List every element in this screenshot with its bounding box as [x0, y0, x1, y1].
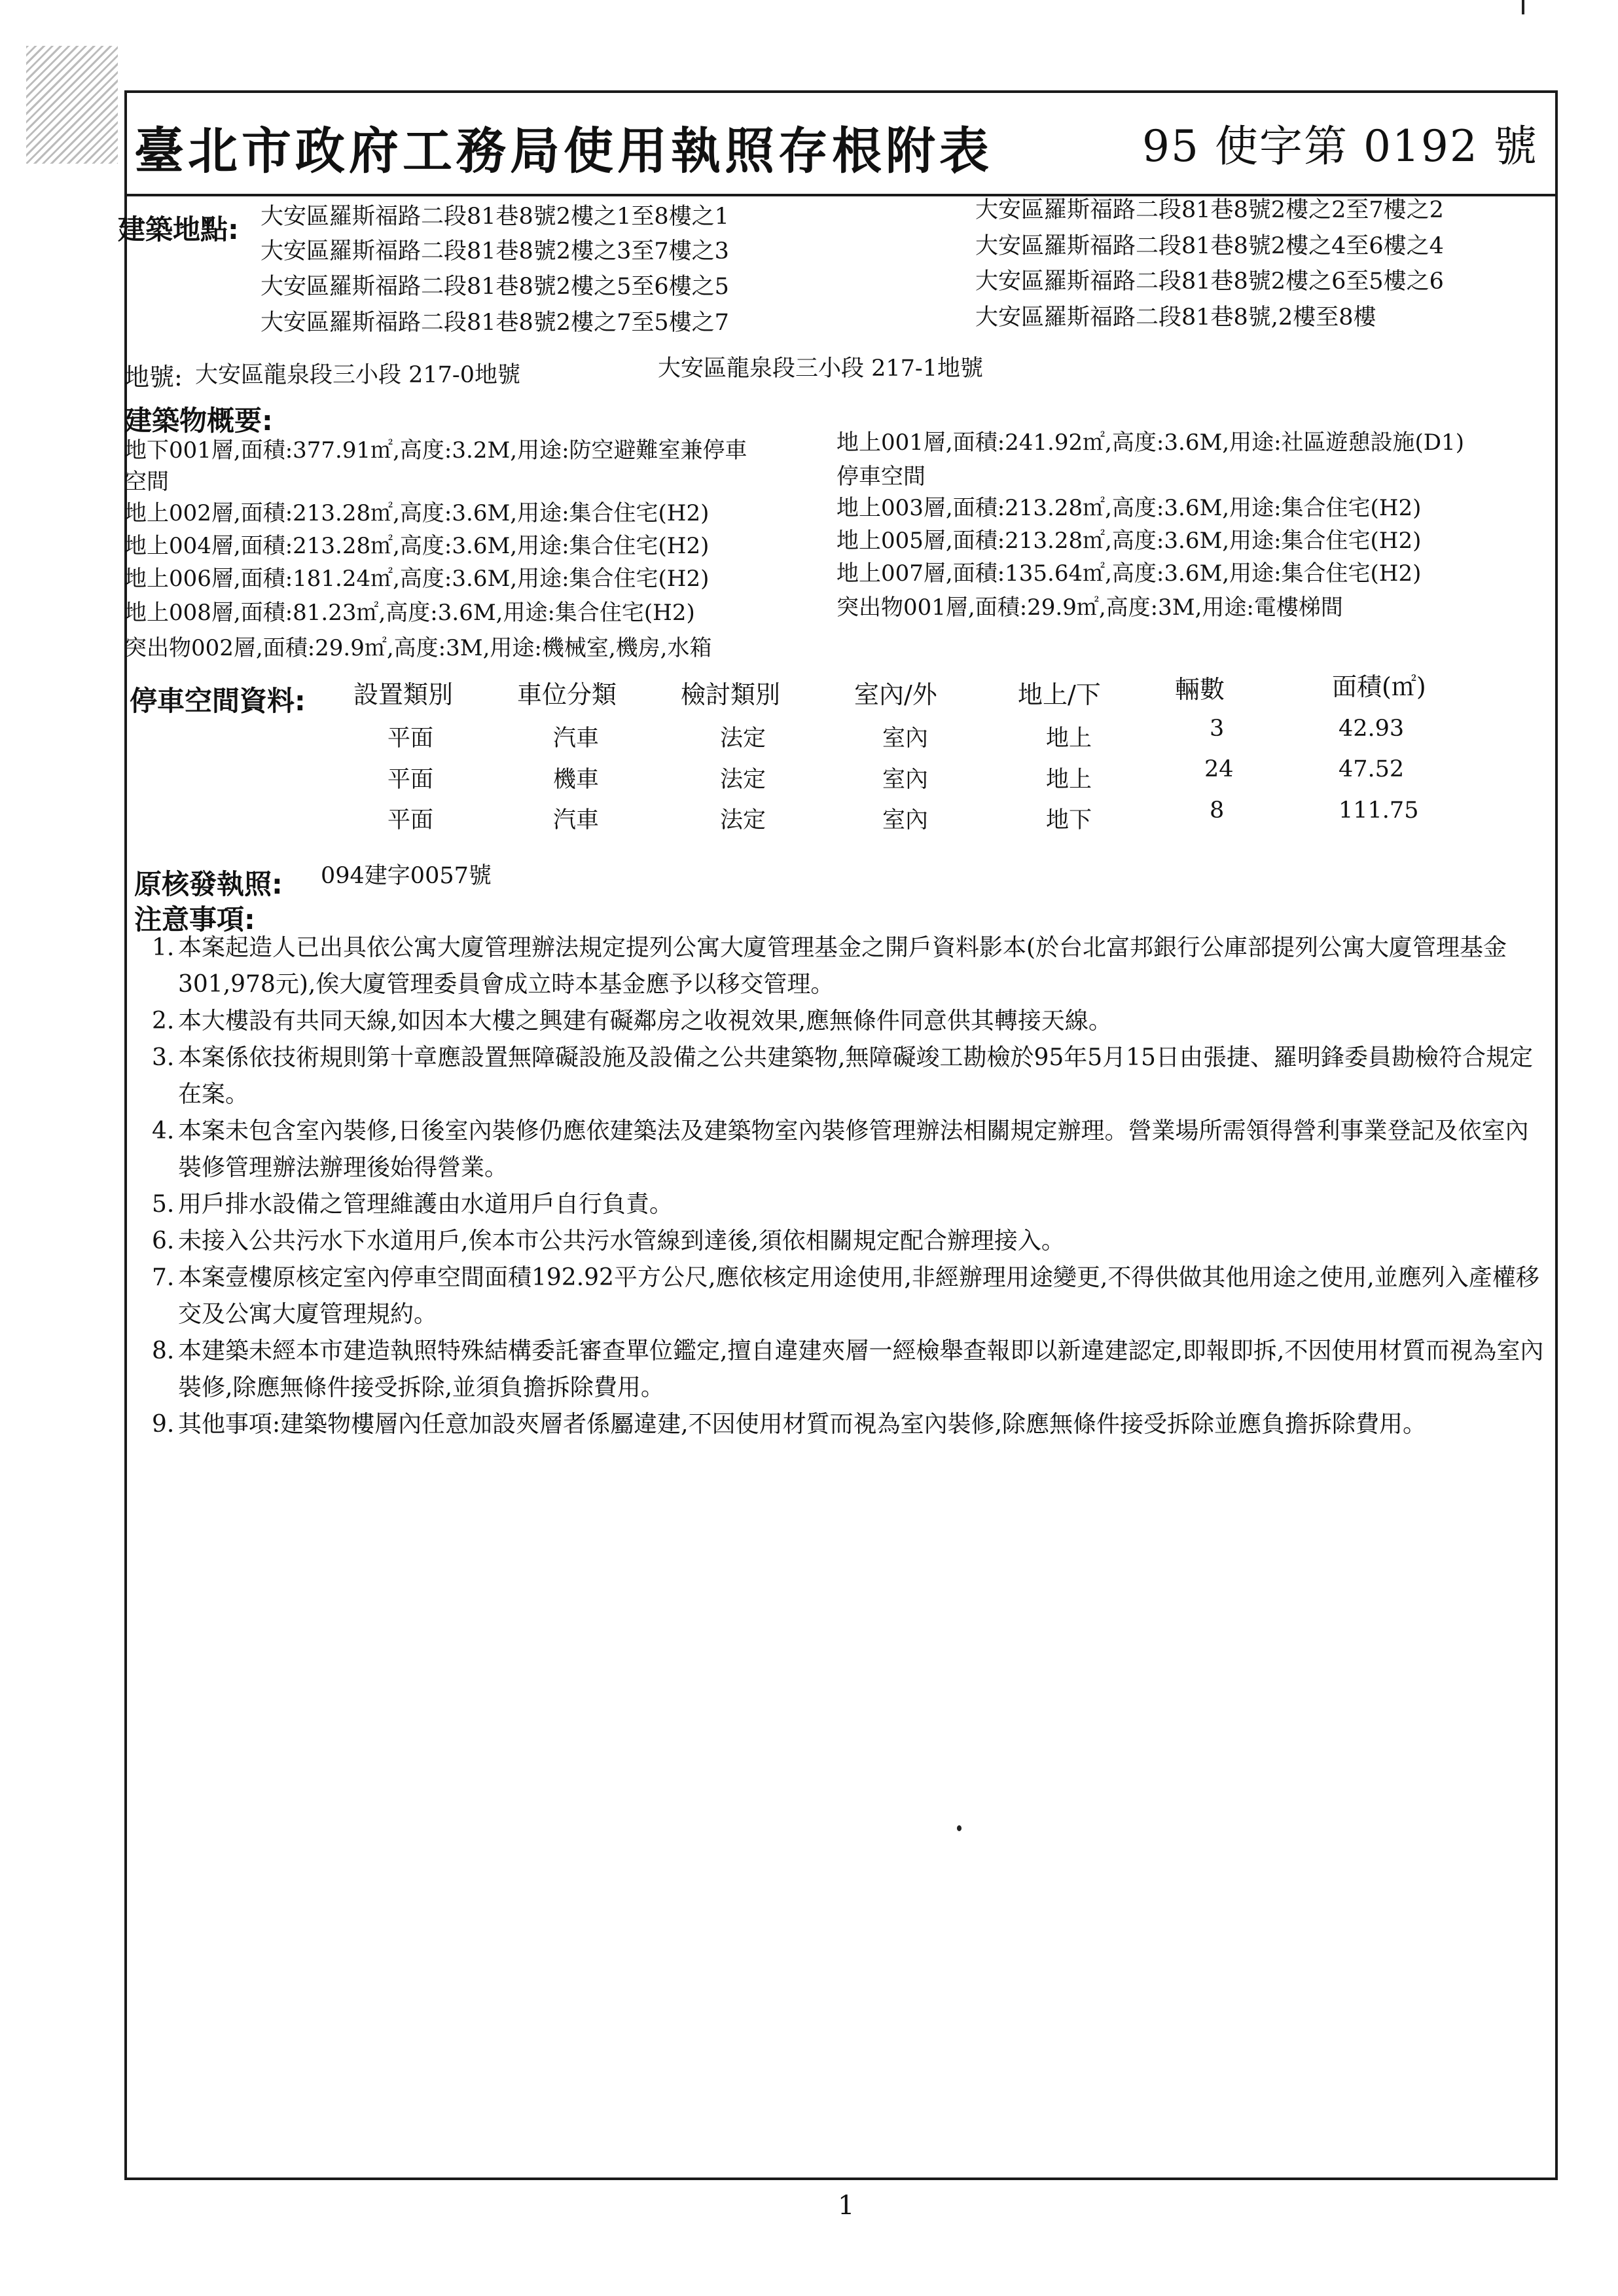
parking-row-3-indoor: 室內 [882, 807, 929, 833]
overview-right-5: 地上007層,面積:135.64㎡,高度:3.6M,用途:集合住宅(H2) [836, 560, 1422, 587]
address-left-3: 大安區羅斯福路二段81巷8號2樓之5至6樓之5 [261, 274, 729, 300]
note-text: 本案係依技術規則第十章應設置無障礙設施及設備之公共建築物,無障礙竣工勘檢於95年5月15日由張捷、羅明鋒委員勘檢符合規定在案。 [178, 1044, 1533, 1108]
parking-row-1-category: 汽車 [553, 725, 600, 752]
note-text: 未接入公共污水下水道用戶,俟本市公共污水管線到達後,須依相關規定配合辦理接入。 [178, 1228, 1065, 1254]
address-left-4: 大安區羅斯福路二段81巷8號2樓之7至5樓之7 [261, 310, 729, 336]
note-text: 本大樓設有共同天線,如因本大樓之興建有礙鄰房之收視效果,應無條件同意供其轉接天線。 [178, 1008, 1112, 1034]
overview-left-3: 地上002層,面積:213.28㎡,高度:3.6M,用途:集合住宅(H2) [124, 500, 710, 526]
note-item [152, 1333, 1549, 1406]
overview-left-1: 地下001層,面積:377.91㎡,高度:3.2M,用途:防空避難室兼停車 [124, 437, 747, 464]
parking-header-indoor: 室內/外 [854, 680, 937, 709]
address-right-4: 大安區羅斯福路二段81巷8號,2樓至8樓 [975, 304, 1376, 331]
parking-row-2-category: 機車 [553, 767, 600, 793]
address-right-1: 大安區羅斯福路二段81巷8號2樓之2至7樓之2 [975, 197, 1444, 223]
land-value-2: 大安區龍泉段三小段 217-1地號 [658, 355, 984, 382]
parking-row-3-area: 111.75 [1339, 797, 1419, 824]
parking-header-review: 檢討類別 [681, 680, 781, 709]
scan-artifact-top-right [1522, 0, 1524, 14]
parking-row-3-review: 法定 [720, 807, 766, 833]
land-value-1: 大安區龍泉段三小段 217-0地號 [195, 362, 521, 388]
notes-label: 注意事項: [134, 903, 255, 936]
overview-right-6: 突出物001層,面積:29.9㎡,高度:3M,用途:電樓梯間 [836, 594, 1343, 621]
note-text: 本案未包含室內裝修,日後室內裝修仍應依建築法及建築物室內裝修管理辦法相關規定辦理。營業場所需領得營利事業登記及依室內裝修管理辦法辦理後始得營業。 [178, 1118, 1529, 1181]
parking-row-2-level: 地上 [1046, 767, 1092, 793]
note-item [152, 1113, 1549, 1186]
note-text: 用戶排水設備之管理維護由水道用戶自行負責。 [178, 1191, 674, 1218]
parking-header-level: 地上/下 [1018, 680, 1101, 709]
permit-number: 95 使字第 0192 號 [1142, 121, 1538, 172]
note-number: 2. [152, 1008, 175, 1034]
scan-artifact-top-left [26, 46, 118, 164]
land-label: 地號: [124, 363, 183, 392]
overview-right-1: 地上001層,面積:241.92㎡,高度:3.6M,用途:社區遊憩設施(D1) [836, 429, 1464, 456]
parking-row-2-type: 平面 [387, 767, 434, 793]
note-text: 本案起造人已出具依公寓大廈管理辦法規定提列公寓大廈管理基金之開戶資料影本(於台北富邦銀行公庫部提列公寓大廈管理基金301,978元),俟大廈管理委員會成立時本基金應予以移交管理。 [178, 934, 1507, 998]
parking-row-3-type: 平面 [387, 807, 434, 833]
scan-dot [957, 1825, 962, 1831]
parking-row-1-count: 3 [1210, 716, 1225, 742]
parking-header-category: 車位分類 [517, 680, 617, 709]
note-number: 8. [152, 1338, 175, 1364]
address-right-2: 大安區羅斯福路二段81巷8號2樓之4至6樓之4 [975, 233, 1444, 259]
note-number: 1. [152, 934, 175, 961]
overview-right-2: 停車空間 [836, 464, 926, 490]
note-number: 5. [152, 1191, 175, 1218]
note-item [152, 1186, 1549, 1223]
parking-row-3-category: 汽車 [553, 807, 600, 833]
parking-label: 停車空間資料: [130, 685, 306, 717]
note-text: 其他事項:建築物樓層內任意加設夾層者係屬違建,不因使用材質而視為室內裝修,除應無條件接受拆除並應負擔拆除費用。 [178, 1411, 1427, 1438]
overview-right-4: 地上005層,面積:213.28㎡,高度:3.6M,用途:集合住宅(H2) [836, 528, 1422, 554]
overview-right-3: 地上003層,面積:213.28㎡,高度:3.6M,用途:集合住宅(H2) [836, 495, 1422, 521]
parking-header-type: 設置類別 [353, 680, 454, 709]
overview-left-5: 地上006層,面積:181.24㎡,高度:3.6M,用途:集合住宅(H2) [124, 566, 710, 592]
parking-row-1-area: 42.93 [1339, 716, 1405, 742]
overview-left-7: 突出物002層,面積:29.9㎡,高度:3M,用途:機械室,機房,水箱 [124, 635, 712, 661]
note-item [152, 1040, 1549, 1113]
parking-row-1-level: 地上 [1046, 725, 1092, 752]
note-number: 4. [152, 1118, 175, 1144]
parking-row-2-count: 24 [1204, 756, 1234, 782]
note-item [152, 1260, 1549, 1333]
notes-list [152, 930, 1549, 1443]
document-title: 臺北市政府工務局使用執照存根附表 [134, 122, 993, 180]
note-text: 本建築未經本市建造執照特殊結構委託審查單位鑑定,擅自違建夾層一經檢舉查報即以新違建認定,即報即拆,不因使用材質而視為室內裝修,除應無條件接受拆除,並須負擔拆除費用。 [178, 1338, 1544, 1401]
original-permit-value: 094建字0057號 [321, 863, 492, 889]
note-item [152, 930, 1549, 1003]
parking-row-3-count: 8 [1210, 797, 1225, 824]
original-permit-label: 原核發執照: [134, 868, 283, 900]
page-number: 1 [838, 2191, 855, 2221]
note-number: 6. [152, 1228, 175, 1254]
parking-header-area: 面積(㎡) [1332, 672, 1426, 701]
parking-row-3-level: 地下 [1046, 807, 1092, 833]
note-number: 7. [152, 1264, 175, 1291]
overview-left-2: 空間 [124, 469, 169, 495]
address-label: 建築地點: [118, 213, 239, 246]
note-item [152, 1406, 1549, 1443]
address-left-2: 大安區羅斯福路二段81巷8號2樓之3至7樓之3 [261, 238, 729, 264]
parking-row-1-type: 平面 [387, 725, 434, 752]
note-number: 3. [152, 1044, 175, 1071]
parking-row-2-indoor: 室內 [882, 767, 929, 793]
address-left-1: 大安區羅斯福路二段81巷8號2樓之1至8樓之1 [261, 204, 729, 230]
parking-header-count: 輛數 [1175, 675, 1225, 704]
parking-row-1-indoor: 室內 [882, 725, 929, 752]
note-number: 9. [152, 1411, 175, 1438]
parking-row-2-review: 法定 [720, 767, 766, 793]
overview-left-6: 地上008層,面積:81.23㎡,高度:3.6M,用途:集合住宅(H2) [124, 600, 695, 626]
parking-row-2-area: 47.52 [1339, 756, 1405, 782]
note-item [152, 1223, 1549, 1260]
address-right-3: 大安區羅斯福路二段81巷8號2樓之6至5樓之6 [975, 268, 1444, 295]
overview-label: 建築物概要: [124, 405, 273, 437]
parking-row-1-review: 法定 [720, 725, 766, 752]
overview-left-4: 地上004層,面積:213.28㎡,高度:3.6M,用途:集合住宅(H2) [124, 533, 710, 559]
note-text: 本案壹樓原核定室內停車空間面積192.92平方公尺,應依核定用途使用,非經辦理用途變更,不得供做其他用途之使用,並應列入產權移交及公寓大廈管理規約。 [178, 1264, 1539, 1328]
note-item [152, 1003, 1549, 1040]
